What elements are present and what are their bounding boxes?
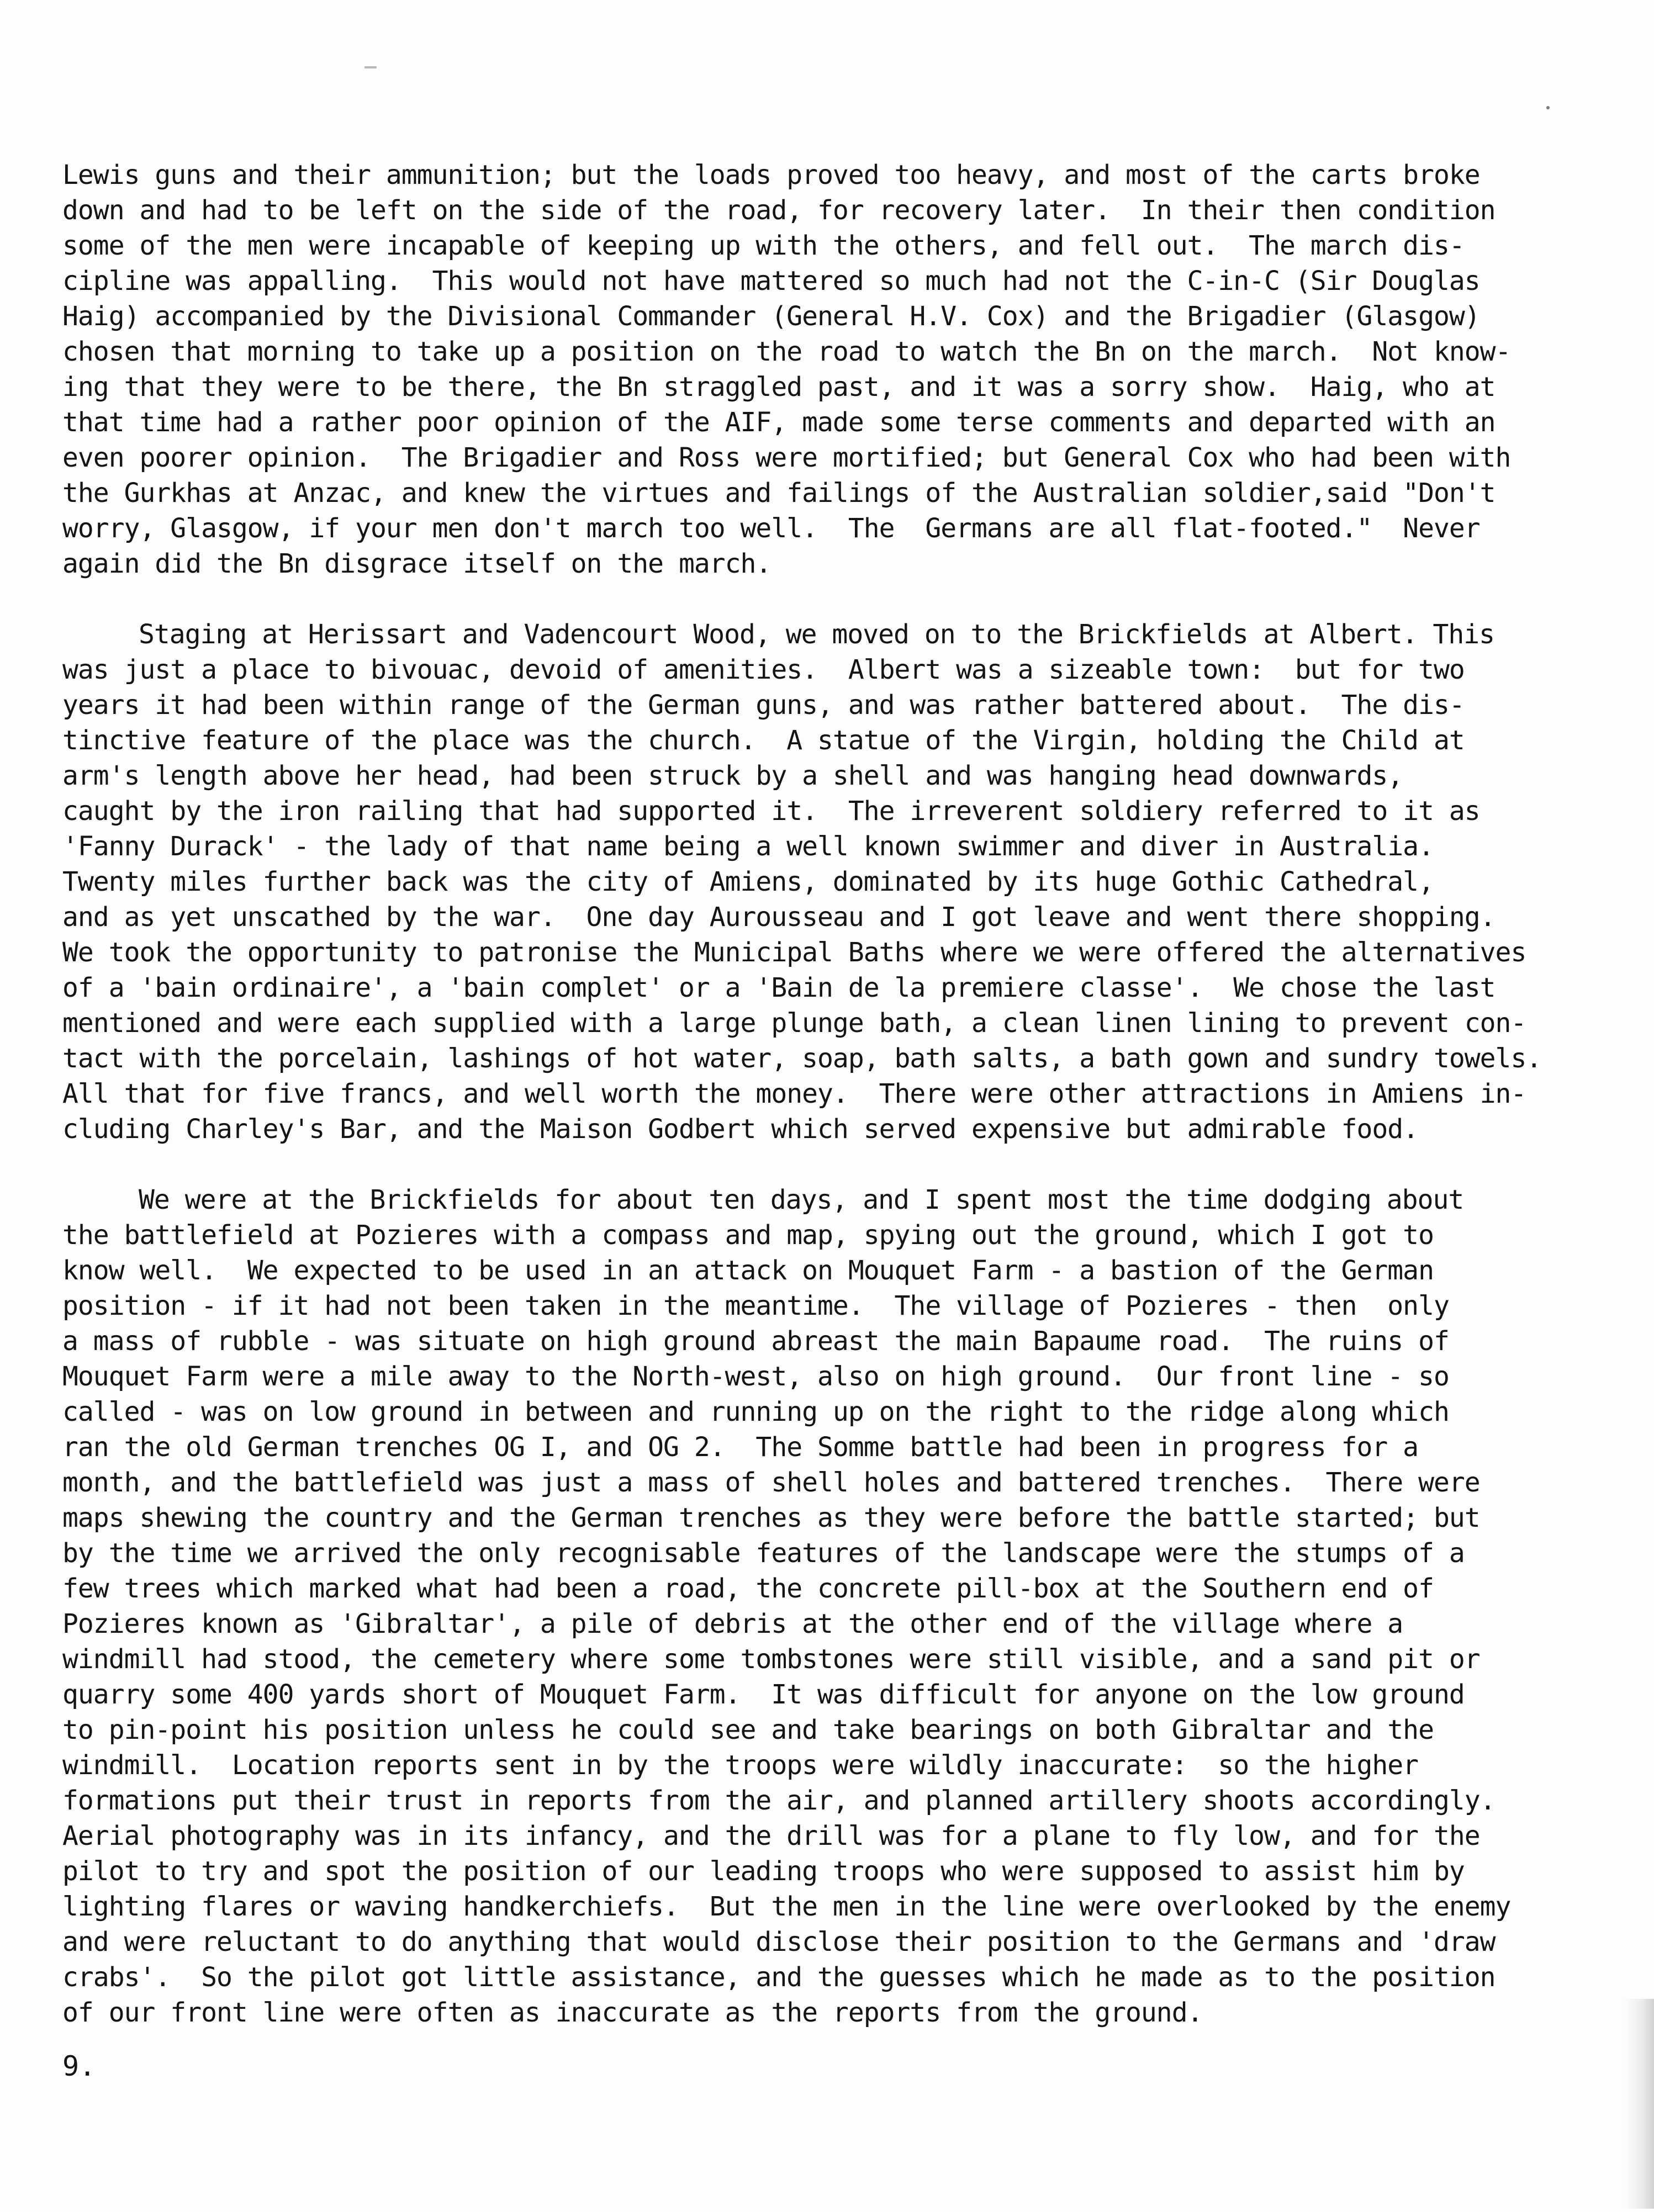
- text-line: Lewis guns and their ammunition; but the loads proved too heavy, and most of the carts broke: [62, 160, 1480, 190]
- text-line: maps shewing the country and the German trenches as they were before the battle started; but: [62, 1502, 1480, 1533]
- page-number: 9.: [62, 2050, 96, 2082]
- text-line: All that for five francs, and well worth the money. There were other attractions in Amiens in-: [62, 1078, 1526, 1109]
- text-line: Haig) accompanied by the Divisional Commander (General H.V. Cox) and the Brigadier (Glasgow): [62, 301, 1480, 332]
- text-line: position - if it had not been taken in the meantime. The village of Pozieres - then only: [62, 1290, 1449, 1321]
- scan-edge-shadow: [1624, 1999, 1654, 2209]
- document-body: [62, 157, 1625, 2030]
- text-line: Pozieres known as 'Gibraltar', a pile of debris at the other end of the village where a: [62, 1608, 1403, 1639]
- text-line: cipline was appalling. This would not have mattered so much had not the C-in-C (Sir Douglas: [62, 266, 1480, 297]
- text-line: of a 'bain ordinaire', a 'bain complet' or a 'Bain de la premiere classe'. We chose the last: [62, 972, 1496, 1003]
- text-line: know well. We expected to be used in an attack on Mouquet Farm - a bastion of the German: [62, 1255, 1434, 1286]
- paragraph-2: [62, 617, 1625, 1147]
- paragraph-3: [62, 1182, 1625, 2030]
- text-line: Aerial photography was in its infancy, and the drill was for a plane to fly low, and for the: [62, 1821, 1480, 1851]
- text-line: chosen that morning to take up a position on the road to watch the Bn on the march. Not know-: [62, 336, 1511, 367]
- text-line: even poorer opinion. The Brigadier and Ross were mortified; but General Cox who had been with: [62, 442, 1511, 473]
- text-line: ing that they were to be there, the Bn straggled past, and it was a sorry show. Haig, who at: [62, 372, 1496, 403]
- text-line: Twenty miles further back was the city of Amiens, dominated by its huge Gothic Cathedral,: [62, 866, 1434, 897]
- text-line: quarry some 400 yards short of Mouquet Farm. It was difficult for anyone on the low ground: [62, 1679, 1465, 1710]
- text-line: crabs'. So the pilot got little assistance, and the guesses which he made as to the position: [62, 1962, 1496, 1993]
- text-line: We took the opportunity to patronise the Municipal Baths where we were offered the alternatives: [62, 937, 1526, 968]
- text-line: formations put their trust in reports from the air, and planned artillery shoots accordingly.: [62, 1785, 1496, 1816]
- text-line: some of the men were incapable of keeping up with the others, and fell out. The march dis-: [62, 230, 1465, 261]
- text-line: ran the old German trenches OG I, and OG 2. The Somme battle had been in progress for a: [62, 1432, 1419, 1463]
- text-line: 'Fanny Durack' - the lady of that name being a well known swimmer and diver in Australia.: [62, 831, 1434, 862]
- text-line: and as yet unscathed by the war. One day Aurousseau and I got leave and went there shopping.: [62, 902, 1496, 933]
- text-line: that time had a rather poor opinion of the AIF, made some terse comments and departed with an: [62, 407, 1496, 438]
- text-line: years it had been within range of the German guns, and was rather battered about. The dis-: [62, 690, 1465, 721]
- text-line: Staging at Herissart and Vadencourt Wood, we moved on to the Brickfields at Albert. This: [139, 619, 1495, 650]
- text-line: was just a place to bivouac, devoid of amenities. Albert was a sizeable town: but for two: [62, 654, 1465, 685]
- text-line: the battlefield at Pozieres with a compass and map, spying out the ground, which I got to: [62, 1220, 1434, 1251]
- text-line: mentioned and were each supplied with a large plunge bath, a clean linen lining to prevent con-: [62, 1008, 1526, 1039]
- text-line: month, and the battlefield was just a mass of shell holes and battered trenches. There were: [62, 1467, 1480, 1498]
- text-line: cluding Charley's Bar, and the Maison Godbert which served expensive but admirable food.: [62, 1114, 1419, 1145]
- text-line: Mouquet Farm were a mile away to the North-west, also on high ground. Our front line - so: [62, 1361, 1449, 1392]
- text-line: of our front line were often as inaccurate as the reports from the ground.: [62, 1997, 1203, 2028]
- text-line: tinctive feature of the place was the church. A statue of the Virgin, holding the Child at: [62, 725, 1465, 756]
- text-line: few trees which marked what had been a road, the concrete pill-box at the Southern end of: [62, 1573, 1434, 1604]
- text-line: caught by the iron railing that had supported it. The irreverent soldiery referred to it as: [62, 796, 1480, 827]
- text-line: to pin-point his position unless he could see and take bearings on both Gibraltar and the: [62, 1714, 1434, 1745]
- text-line: again did the Bn disgrace itself on the march.: [62, 548, 771, 579]
- text-line: and were reluctant to do anything that would disclose their position to the Germans and 'draw: [62, 1927, 1496, 1957]
- text-line: the Gurkhas at Anzac, and knew the virtues and failings of the Australian soldier,said "Don't: [62, 478, 1496, 509]
- text-line: windmill. Location reports sent in by the troops were wildly inaccurate: so the higher: [62, 1750, 1419, 1781]
- text-line: by the time we arrived the only recognisable features of the landscape were the stumps of a: [62, 1538, 1465, 1569]
- text-line: down and had to be left on the side of the road, for recovery later. In their then condition: [62, 195, 1496, 226]
- text-line: arm's length above her head, had been struck by a shell and was hanging head downwards,: [62, 760, 1403, 791]
- text-line: lighting flares or waving handkerchiefs. But the men in the line were overlooked by the enemy: [62, 1891, 1511, 1922]
- text-line: tact with the porcelain, lashings of hot water, soap, bath salts, a bath gown and sundry towels.: [62, 1043, 1542, 1074]
- scan-mark: [364, 66, 377, 68]
- text-line: worry, Glasgow, if your men don't march too well. The Germans are all flat-footed." Never: [62, 513, 1480, 544]
- text-line: We were at the Brickfields for about ten days, and I spent most the time dodging about: [139, 1184, 1464, 1215]
- text-line: windmill had stood, the cemetery where some tombstones were still visible, and a sand pit or: [62, 1644, 1480, 1675]
- paragraph-1: [62, 157, 1625, 581]
- text-line: a mass of rubble - was situate on high ground abreast the main Bapaume road. The ruins of: [62, 1326, 1449, 1357]
- scan-dot: [1546, 106, 1550, 109]
- text-line: pilot to try and spot the position of our leading troops who were supposed to assist him by: [62, 1856, 1465, 1887]
- text-line: called - was on low ground in between and running up on the right to the ridge along which: [62, 1396, 1449, 1427]
